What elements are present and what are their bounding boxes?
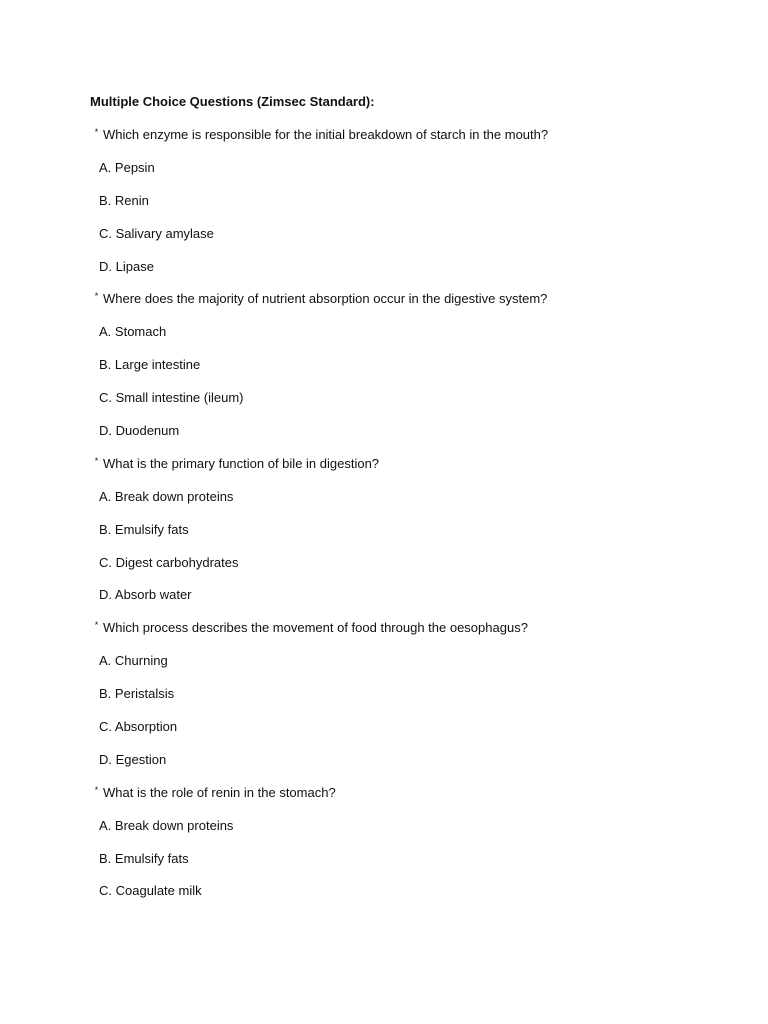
question-text-line — [90, 289, 730, 309]
option-letter: A. — [99, 817, 112, 833]
answer-options — [90, 322, 730, 441]
answer-option — [90, 585, 730, 605]
answer-option — [90, 553, 730, 573]
answer-option — [90, 224, 730, 244]
option-letter: C. — [99, 883, 112, 899]
option-text: Lipase — [115, 258, 154, 274]
section-heading: Multiple Choice Questions (Zimsec Standard): — [90, 94, 375, 109]
option-text: Coagulate milk — [115, 883, 202, 899]
option-text: Egestion — [115, 751, 167, 767]
option-letter: A. — [99, 159, 112, 175]
option-letter: D. — [99, 423, 112, 439]
option-letter: B. — [99, 686, 112, 702]
answer-option — [90, 191, 730, 211]
option-letter: B. — [99, 521, 112, 537]
answer-option — [90, 849, 730, 869]
answer-option — [90, 816, 730, 836]
document-content — [90, 92, 730, 914]
option-letter: A. — [99, 488, 112, 504]
answer-option — [90, 421, 730, 441]
bullet-icon: * — [94, 784, 99, 795]
option-letter: B. — [99, 850, 112, 866]
option-text: Pepsin — [114, 159, 155, 175]
option-text: Salivary amylase — [115, 225, 214, 241]
answer-option — [90, 487, 730, 507]
bullet-icon: * — [94, 127, 99, 137]
question-3 — [90, 454, 730, 606]
option-letter: B. — [99, 357, 112, 373]
answer-option — [90, 388, 730, 408]
option-text: Large intestine — [114, 357, 201, 373]
option-letter: D. — [99, 587, 112, 603]
question-4 — [90, 618, 730, 770]
answer-option — [90, 158, 730, 178]
option-text: Break down proteins — [114, 488, 234, 504]
answer-option — [90, 717, 730, 737]
option-letter: D. — [99, 258, 112, 274]
option-letter: C. — [99, 719, 112, 735]
option-letter: C. — [99, 225, 112, 241]
bullet-icon: * — [94, 455, 99, 466]
option-text: Absorption — [114, 719, 178, 735]
question-text: What is the primary function of bile in digestion? — [103, 455, 380, 471]
answer-option — [90, 322, 730, 342]
option-letter: D. — [99, 751, 112, 767]
question-1 — [90, 125, 730, 277]
option-text: Stomach — [114, 324, 167, 340]
option-text: Small intestine (ileum) — [115, 390, 244, 406]
option-text: Churning — [114, 653, 168, 669]
answer-option — [90, 881, 730, 901]
answer-options — [90, 651, 730, 770]
option-letter: B. — [99, 192, 112, 208]
question-text-line — [90, 125, 730, 145]
question-text-line — [90, 454, 730, 474]
option-letter: A. — [99, 653, 112, 669]
answer-option — [90, 651, 730, 671]
option-text: Break down proteins — [114, 817, 234, 833]
option-letter: A. — [99, 324, 112, 340]
answer-options — [90, 158, 730, 277]
option-text: Emulsify fats — [114, 850, 189, 866]
option-text: Emulsify fats — [114, 521, 189, 537]
question-5 — [90, 783, 730, 902]
question-text: Where does the majority of nutrient absorption occur in the digestive system? — [103, 291, 548, 307]
option-text: Renin — [114, 192, 149, 208]
option-text: Peristalsis — [114, 686, 175, 702]
question-text: What is the role of renin in the stomach? — [103, 784, 336, 800]
question-2 — [90, 289, 730, 441]
answer-option — [90, 520, 730, 540]
bullet-icon: * — [94, 620, 99, 631]
question-list — [90, 125, 730, 901]
answer-options — [90, 816, 730, 902]
bullet-icon: * — [94, 291, 99, 302]
option-text: Digest carbohydrates — [115, 554, 239, 570]
question-text-line — [90, 783, 730, 803]
option-text: Duodenum — [115, 423, 180, 439]
answer-options — [90, 487, 730, 606]
question-text: Which enzyme is responsible for the initial breakdown of starch in the mouth? — [103, 127, 549, 142]
option-text: Absorb water — [114, 587, 192, 603]
answer-option — [90, 750, 730, 770]
answer-option — [90, 684, 730, 704]
option-letter: C. — [99, 390, 112, 406]
option-letter: C. — [99, 554, 112, 570]
question-text: Which process describes the movement of food through the oesophagus? — [103, 620, 528, 636]
answer-option — [90, 257, 730, 277]
answer-option — [90, 355, 730, 375]
question-text-line — [90, 618, 730, 638]
